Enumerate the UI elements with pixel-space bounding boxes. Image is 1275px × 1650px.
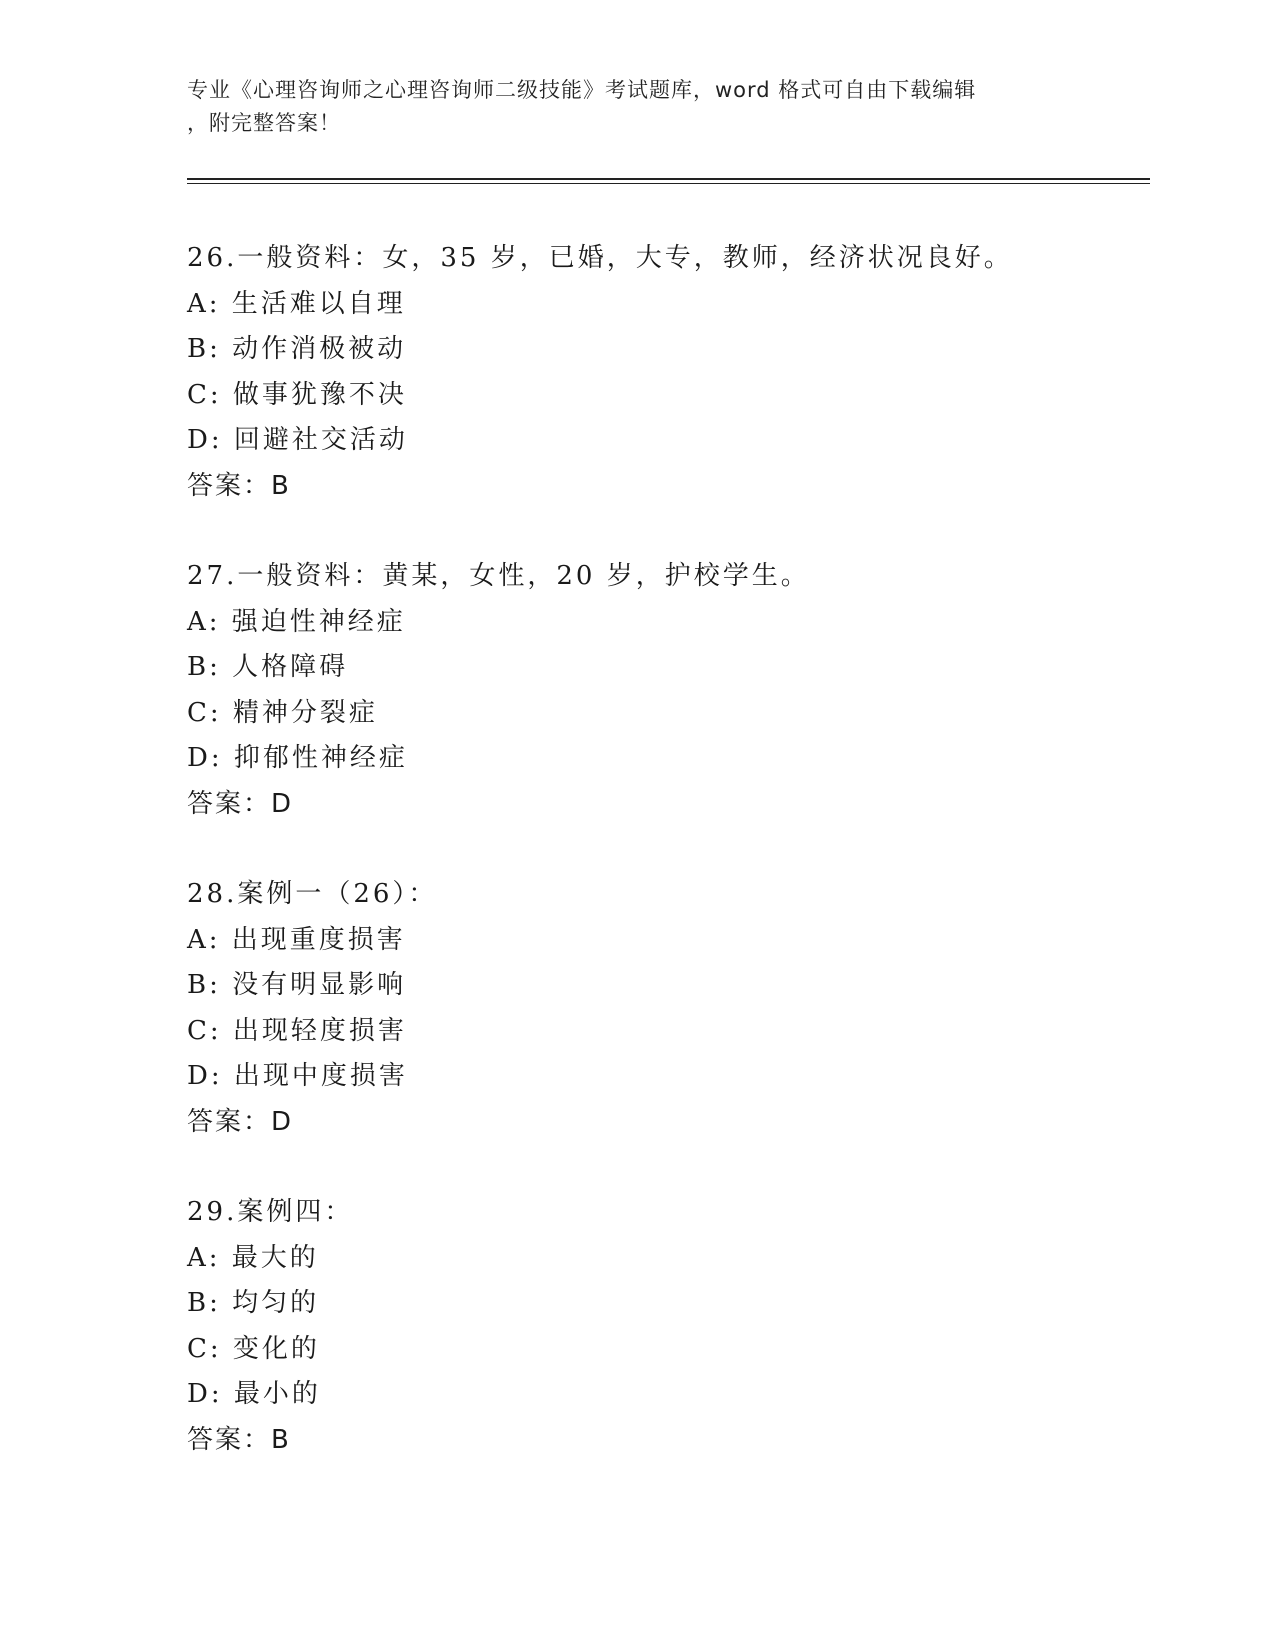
header-divider [187, 178, 1150, 184]
header-line-2: ，附完整答案！ [187, 111, 341, 135]
question-stem: 26.一般资料：女，35 岁，已婚，大专，教师，经济状况良好。 [187, 243, 1013, 273]
page-header [187, 74, 1087, 140]
answer: 答案：D [187, 1106, 294, 1137]
option-b: B: 没有明显影响 [187, 970, 407, 1000]
question-29 [187, 1190, 1147, 1508]
option-d: D: 出现中度损害 [187, 1061, 408, 1091]
option-b: B: 动作消极被动 [187, 334, 407, 364]
option-b: B: 人格障碍 [187, 652, 349, 682]
answer: 答案：B [187, 1424, 291, 1455]
option-d: D: 回避社交活动 [187, 425, 408, 455]
answer: 答案：D [187, 788, 294, 819]
option-d: D: 抑郁性神经症 [187, 743, 408, 773]
option-c: C: 出现轻度损害 [187, 1015, 407, 1046]
option-a: A: 最大的 [187, 1242, 319, 1273]
option-c: C: 精神分裂症 [187, 697, 378, 728]
option-c: C: 做事犹豫不决 [187, 379, 407, 410]
option-a: A: 强迫性神经症 [187, 606, 406, 637]
question-stem: 27.一般资料：黄某，女性，20 岁，护校学生。 [187, 561, 810, 591]
question-28 [187, 872, 1147, 1190]
option-d: D: 最小的 [187, 1379, 321, 1409]
option-a: A: 出现重度损害 [187, 924, 406, 955]
option-a: A: 生活难以自理 [187, 288, 406, 319]
question-26 [187, 236, 1147, 554]
option-b: B: 均匀的 [187, 1288, 320, 1318]
answer: 答案：B [187, 470, 291, 501]
question-27 [187, 554, 1147, 872]
question-list [187, 236, 1147, 1508]
header-line-1: 专业《心理咨询师之心理咨询师二级技能》考试题库，word 格式可自由下载编辑 [187, 78, 977, 102]
question-stem: 29.案例四： [187, 1197, 354, 1227]
option-c: C: 变化的 [187, 1333, 320, 1364]
question-stem: 28.案例一（26）： [187, 879, 438, 909]
